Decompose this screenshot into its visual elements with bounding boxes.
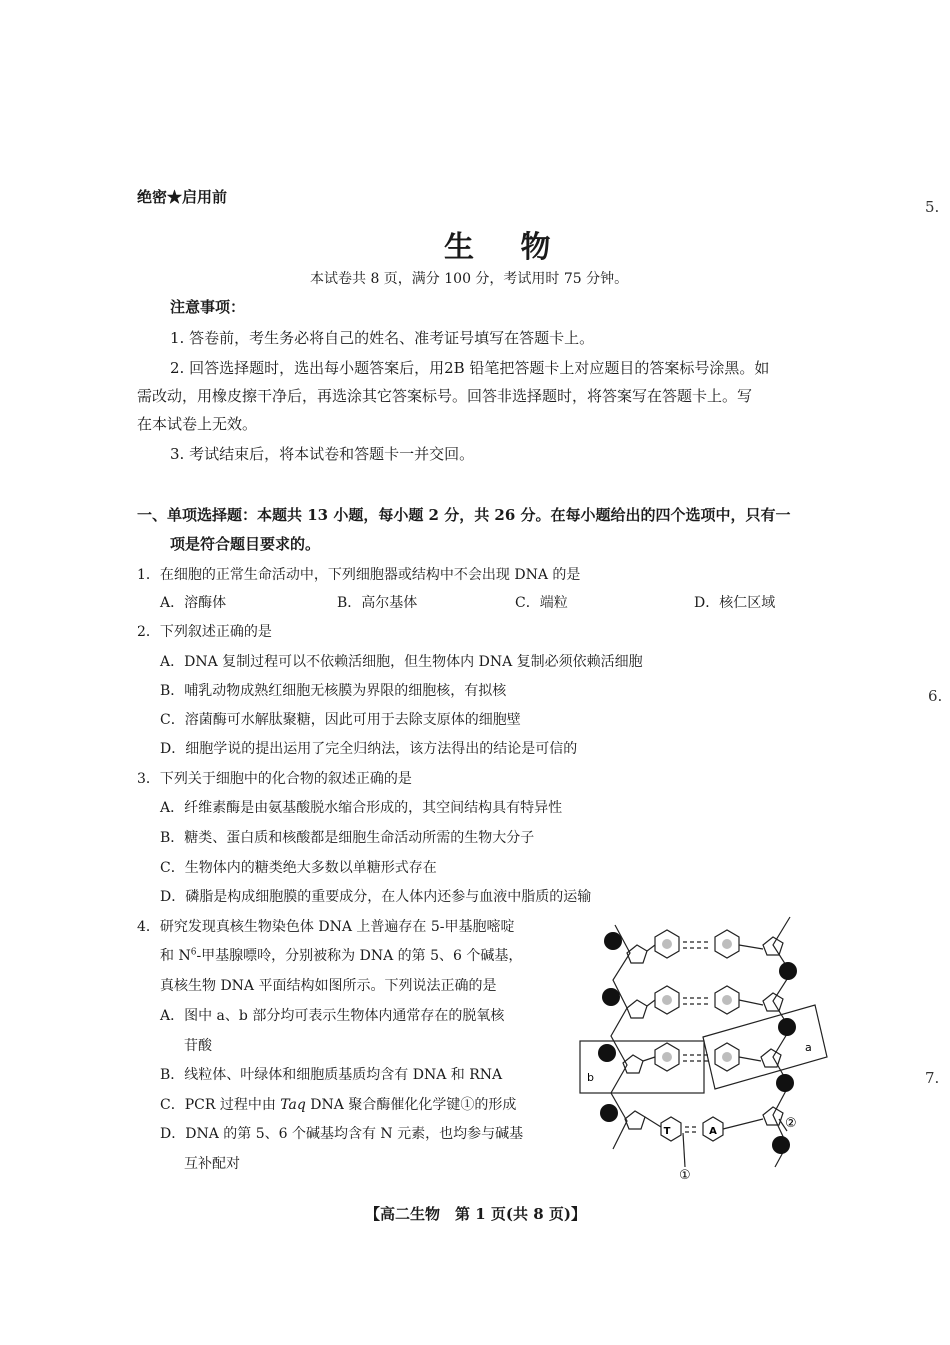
q4-option-a: A．图中 a、b 部分均可表示生物体内通常存在的脱氧核 xyxy=(160,1008,505,1024)
phosphate-circle xyxy=(779,962,797,980)
notice-item-3: 3. 考试结束后，将本试卷和答题卡一并交回。 xyxy=(170,445,475,463)
box-b xyxy=(580,1041,704,1093)
q3-option-c: C．生物体内的糖类绝大多数以单糖形式存在 xyxy=(160,860,437,876)
sugar-pentagon xyxy=(627,1000,647,1018)
q2-option-c: C．溶菌酶可水解肽聚糖，因此可用于去除支原体的细胞壁 xyxy=(160,712,521,728)
q2-stem: 2．下列叙述正确的是 xyxy=(137,624,272,640)
q2-option-b: B．哺乳动物成熟红细胞无核膜为界限的细胞核，有拟核 xyxy=(160,683,507,699)
q4-option-d: D．DNA 的第 5、6 个碱基均含有 N 元素，也均参与碱基 xyxy=(160,1126,524,1142)
q4-option-a-cont: 苷酸 xyxy=(184,1038,212,1054)
page-title: 生 物 xyxy=(444,230,569,265)
q4-option-c: C．PCR 过程中由 Taq DNA 聚合酶催化化学键①的形成 xyxy=(160,1097,517,1113)
hydrogen-bonds xyxy=(683,942,711,1132)
q4-option-b: B．线粒体、叶绿体和细胞质基质均含有 DNA 和 RNA xyxy=(160,1067,503,1083)
phosphate-circle xyxy=(602,988,620,1006)
notice-item-2-end: 在本试卷上无效。 xyxy=(137,415,258,433)
q4-stem-line2: 和 $N^6-$甲基腺嘌呤，分别被称为 DNA 的第 5、6 个碱基， xyxy=(160,947,523,964)
base-shade xyxy=(662,995,672,1005)
q2-option-a: A．DNA 复制过程可以不依赖活细胞，但生物体内 DNA 复制必须依赖活细胞 xyxy=(160,654,643,670)
notice-item-2: 2. 回答选择题时，选出每小题答案后，用2B 铅笔把答题卡上对应题目的答案标号涂黑。如 xyxy=(170,359,770,377)
q4-stem-line1: 4．研究发现真核生物染色体 DNA 上普遍存在 5-甲基胞嘧啶 xyxy=(137,919,515,935)
base-label-t: T xyxy=(663,1126,671,1137)
q3-option-b: B．糖类、蛋白质和核酸都是细胞生命活动所需的生物大分子 xyxy=(160,830,535,846)
q1-stem: 1．在细胞的正常生命活动中，下列细胞器或结构中不会出现 DNA 的是 xyxy=(137,567,581,583)
q1-option-d: D．核仁区域 xyxy=(694,595,776,611)
base-shade xyxy=(662,939,672,949)
base-shade xyxy=(662,1052,672,1062)
section-heading-cont: 项是符合题目要求的。 xyxy=(170,535,321,553)
q1-option-a: A．溶酶体 xyxy=(160,595,227,611)
bond-label-1: ① xyxy=(679,1168,691,1183)
q1-option-b: B．高尔基体 xyxy=(337,595,418,611)
phosphate-circle xyxy=(778,1018,796,1036)
margin-mark-6: 6. xyxy=(928,687,943,705)
label-b: b xyxy=(587,1071,594,1084)
secret-label: 绝密★启用前 xyxy=(137,188,228,206)
notice-heading: 注意事项： xyxy=(170,298,246,316)
base-label-a: A xyxy=(709,1126,717,1137)
margin-mark-5: 5. xyxy=(925,198,940,216)
phosphate-circle xyxy=(604,932,622,950)
bond-1-pointer xyxy=(683,1133,685,1167)
notice-item-1: 1. 答卷前，考生务必将自己的姓名、准考证号填写在答题卡上。 xyxy=(170,329,595,347)
bond-label-2: ② xyxy=(785,1116,797,1131)
q4-option-d-cont: 互补配对 xyxy=(184,1156,240,1172)
base-shade xyxy=(722,939,732,949)
sugar-pentagon xyxy=(761,1049,781,1067)
q2-option-d: D．细胞学说的提出运用了完全归纳法，该方法得出的结论是可信的 xyxy=(160,741,578,757)
label-a: a xyxy=(805,1041,812,1054)
sugar-pentagon xyxy=(625,1111,645,1129)
phosphate-circle xyxy=(598,1044,616,1062)
base-shade xyxy=(722,1052,732,1062)
dna-structure-figure xyxy=(575,905,835,1185)
section-heading: 一、单项选择题：本题共 13 小题，每小题 2 分，共 26 分。在每小题给出的四个选项中，只有一 xyxy=(137,506,791,524)
phosphate-circle xyxy=(776,1074,794,1092)
q4-stem-line3: 真核生物 DNA 平面结构如图所示。下列说法正确的是 xyxy=(160,978,497,994)
page-footer: 【高二生物 第 1 页(共 8 页)】 xyxy=(365,1205,586,1223)
base-shade xyxy=(722,995,732,1005)
q3-stem: 3．下列关于细胞中的化合物的叙述正确的是 xyxy=(137,771,412,787)
phosphate-circle xyxy=(600,1104,618,1122)
q3-option-a: A．纤维素酶是由氨基酸脱水缩合形成的，其空间结构具有特异性 xyxy=(160,800,563,816)
q3-option-d: D．磷脂是构成细胞膜的重要成分，在人体内还参与血液中脂质的运输 xyxy=(160,889,592,905)
q1-option-c: C．端粒 xyxy=(515,595,568,611)
notice-item-2-cont: 需改动，用橡皮擦干净后，再选涂其它答案标号。回答非选择题时，将答案写在答题卡上。写 xyxy=(137,387,753,405)
exam-info: 本试卷共 8 页，满分 100 分，考试用时 75 分钟。 xyxy=(310,271,629,287)
phosphate-circle xyxy=(772,1136,790,1154)
margin-mark-7: 7. xyxy=(925,1069,940,1087)
